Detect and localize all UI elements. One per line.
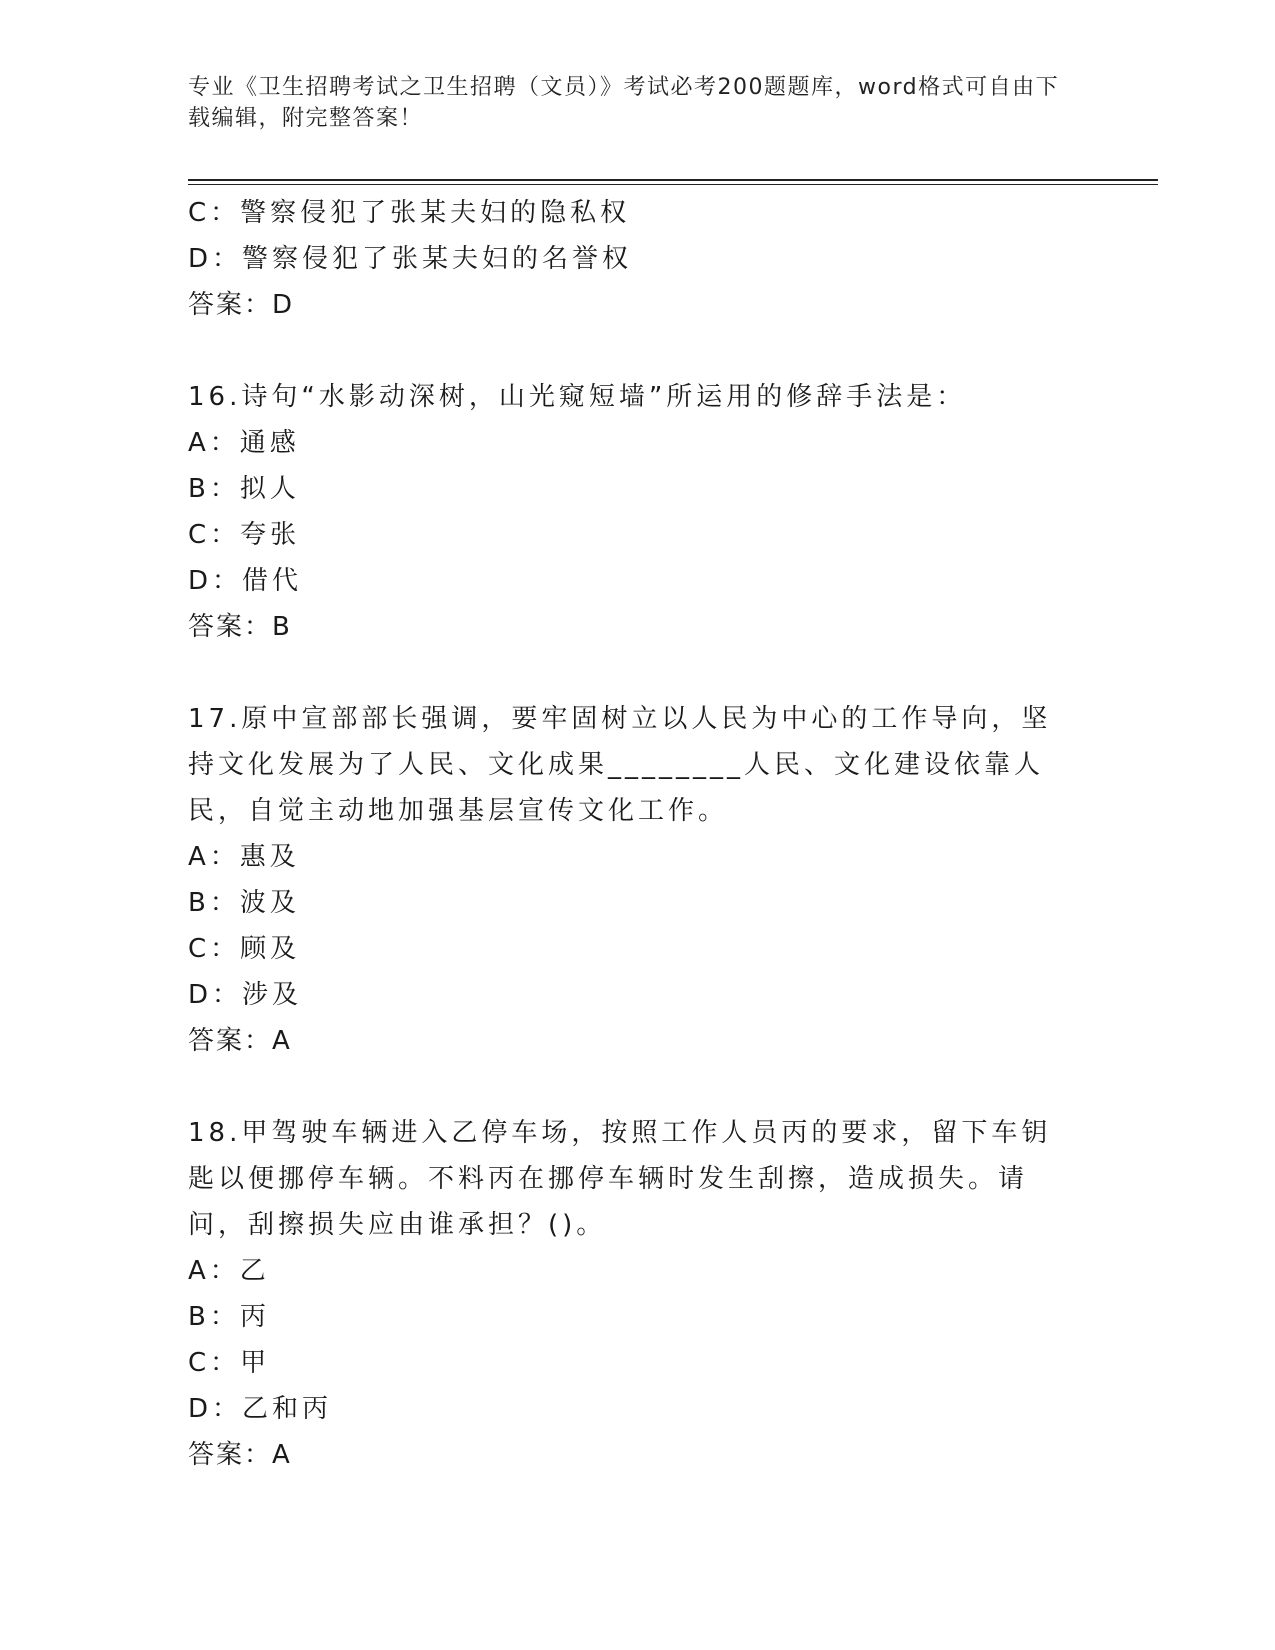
question-16 (188, 374, 1088, 650)
option-b: B：丙 (188, 1302, 270, 1332)
header-divider-thin (188, 184, 1158, 185)
question-stem: 18.甲驾驶车辆进入乙停车场，按照工作人员丙的要求，留下车钥匙以便挪停车辆。不料丙在挪停车辆时发生刮擦，造成损失。请问，刮擦损失应由谁承担？()。 (188, 1118, 1052, 1240)
question-stem: 17.原中宣部部长强调，要牢固树立以人民为中心的工作导向，坚持文化发展为了人民、文化成果________人民、文化建设依靠人民，自觉主动地加强基层宣传文化工作。 (188, 704, 1052, 826)
spacer (188, 1064, 1088, 1110)
header-divider-thick (188, 179, 1158, 181)
answer: 答案：D (188, 290, 295, 320)
spacer (188, 328, 1088, 374)
question-stem: 16.诗句“水影动深树，山光窥短墙”所运用的修辞手法是： (188, 382, 967, 412)
question-17 (188, 696, 1088, 1064)
option-b: B：波及 (188, 888, 300, 918)
option-a: A：惠及 (188, 842, 300, 872)
option-d: D：警察侵犯了张某夫妇的名誉权 (188, 244, 633, 274)
question-18 (188, 1110, 1088, 1478)
option-d: D：乙和丙 (188, 1394, 333, 1424)
answer: 答案：A (188, 1440, 292, 1470)
option-b: B：拟人 (188, 474, 300, 504)
option-a: A：通感 (188, 428, 300, 458)
option-c: C：警察侵犯了张某夫妇的隐私权 (188, 198, 631, 228)
answer: 答案：B (188, 612, 292, 642)
spacer (188, 650, 1088, 696)
page-header: 专业《卫生招聘考试之卫生招聘（文员）》考试必考200题题库，word格式可自由下载编辑，附完整答案！ (188, 75, 1060, 131)
option-c: C：甲 (188, 1348, 271, 1378)
option-d: D：涉及 (188, 980, 303, 1010)
option-a: A：乙 (188, 1256, 270, 1286)
question-list (188, 190, 1088, 1478)
option-c: C：夸张 (188, 520, 301, 550)
answer: 答案：A (188, 1026, 292, 1056)
prev-question-tail (188, 190, 1088, 328)
option-d: D：借代 (188, 566, 303, 596)
option-c: C：顾及 (188, 934, 301, 964)
